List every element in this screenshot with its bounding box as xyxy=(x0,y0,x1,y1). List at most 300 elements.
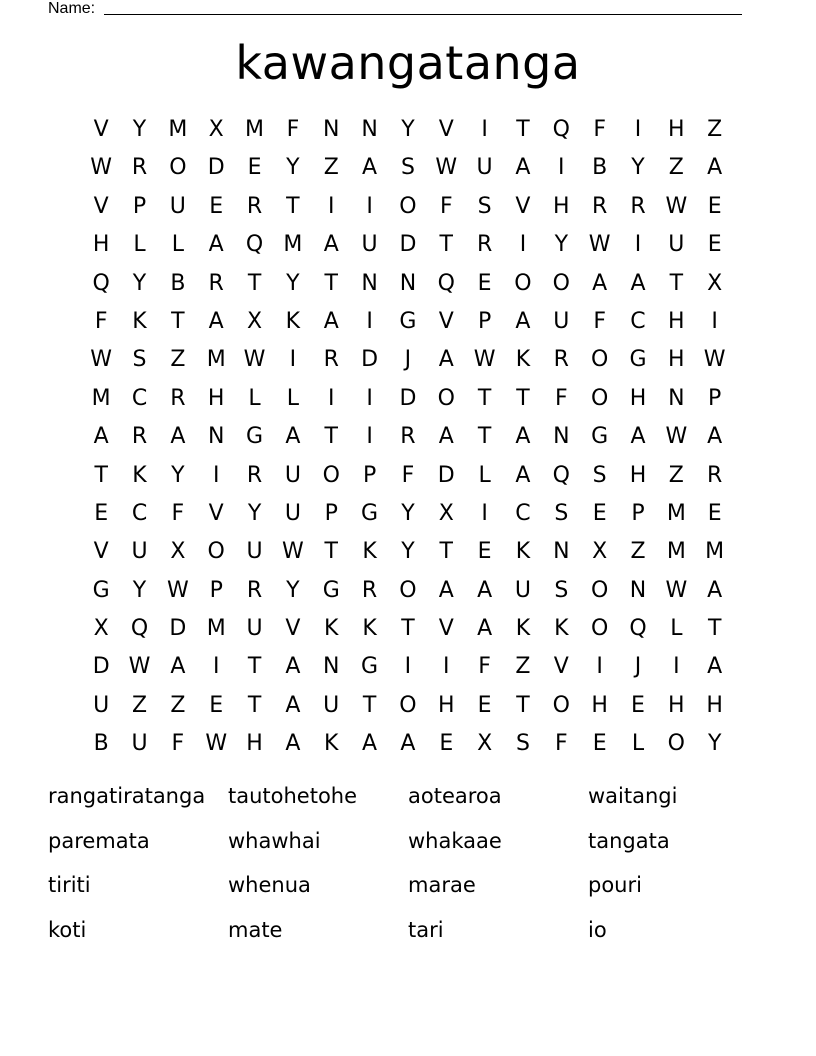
word-list-item: mate xyxy=(228,917,283,942)
grid-letter: T xyxy=(324,424,338,450)
grid-letter: Y xyxy=(401,117,415,142)
grid-letter: E xyxy=(707,232,722,258)
grid-letter: F xyxy=(593,117,606,142)
grid-letter: K xyxy=(515,539,531,565)
grid-letter: T xyxy=(324,539,338,565)
grid-letter: W xyxy=(166,577,189,603)
grid-letter: O xyxy=(399,193,417,219)
grid-letter: A xyxy=(285,731,301,757)
grid-letter: K xyxy=(132,462,147,488)
grid-row xyxy=(82,611,734,649)
grid-letter: V xyxy=(93,117,109,142)
grid-letter: N xyxy=(399,270,417,296)
grid-letter: F xyxy=(171,500,185,526)
word-list-item: rangatiratanga xyxy=(48,784,206,808)
grid-letter: I xyxy=(212,462,220,488)
grid-letter: F xyxy=(554,385,568,411)
grid-letter: O xyxy=(590,616,609,642)
grid-letter: R xyxy=(400,424,416,450)
grid-letter: I xyxy=(289,347,297,373)
grid-letter: L xyxy=(248,385,261,411)
grid-letter: Q xyxy=(245,232,264,258)
grid-letter: A xyxy=(515,155,531,181)
grid-letter: H xyxy=(437,692,455,718)
grid-row xyxy=(82,726,734,764)
grid-letter: X xyxy=(477,731,493,757)
grid-letter: L xyxy=(631,731,645,757)
grid-letter: F xyxy=(401,462,415,488)
grid-letter: M xyxy=(283,232,303,258)
grid-letter: E xyxy=(94,500,109,526)
grid-letter: W xyxy=(665,577,688,603)
grid-letter: K xyxy=(362,539,377,565)
grid-letter: X xyxy=(707,270,723,296)
grid-letter: H xyxy=(246,731,263,757)
word-list-item: koti xyxy=(48,917,87,942)
grid-letter: R xyxy=(591,193,608,219)
grid-row xyxy=(82,419,734,457)
grid-letter: R xyxy=(208,270,224,296)
grid-letter: M xyxy=(206,616,226,642)
grid-letter: A xyxy=(362,731,378,757)
grid-letter: H xyxy=(629,385,647,411)
grid-letter: U xyxy=(361,232,378,258)
grid-letter: F xyxy=(94,308,108,334)
grid-letter: U xyxy=(169,193,186,219)
grid-letter: G xyxy=(246,424,264,450)
grid-letter: K xyxy=(515,347,531,373)
grid-letter: R xyxy=(361,577,378,603)
grid-letter: A xyxy=(515,308,531,334)
grid-letter: I xyxy=(673,654,680,680)
grid-letter: U xyxy=(284,462,301,488)
grid-letter: H xyxy=(668,117,685,142)
grid-row xyxy=(82,534,734,572)
grid-letter: V xyxy=(93,193,109,219)
grid-letter: C xyxy=(131,500,148,526)
grid-letter: I xyxy=(212,654,220,680)
grid-letter: W xyxy=(128,654,151,680)
grid-row xyxy=(82,688,734,726)
grid-letter: K xyxy=(324,616,339,642)
grid-letter: E xyxy=(477,539,492,565)
grid-letter: A xyxy=(707,577,723,603)
grid-letter: O xyxy=(437,385,455,411)
grid-letter: H xyxy=(668,308,685,334)
grid-letter: W xyxy=(665,424,688,450)
grid-letter: I xyxy=(366,385,373,411)
grid-letter: Z xyxy=(323,155,339,181)
grid-letter: Q xyxy=(552,462,570,488)
grid-letter: X xyxy=(208,117,224,142)
grid-letter: U xyxy=(284,500,301,526)
grid-letter: M xyxy=(705,539,725,565)
grid-letter: G xyxy=(361,654,379,680)
grid-letter: O xyxy=(207,539,225,565)
grid-letter: Z xyxy=(515,654,531,680)
grid-letter: K xyxy=(554,616,569,642)
grid-letter: Z xyxy=(668,462,684,488)
grid-letter: T xyxy=(516,692,530,718)
grid-letter: R xyxy=(630,193,646,219)
grid-letter: D xyxy=(437,462,455,488)
grid-letter: Y xyxy=(401,500,415,526)
grid-letter: K xyxy=(515,616,531,642)
grid-letter: O xyxy=(552,270,570,296)
grid-letter: A xyxy=(208,232,224,258)
grid-letter: U xyxy=(668,232,685,258)
grid-letter: N xyxy=(629,577,647,603)
grid-letter: Y xyxy=(631,155,645,181)
grid-letter: A xyxy=(170,654,186,680)
grid-letter: W xyxy=(588,232,611,258)
grid-letter: Y xyxy=(286,155,300,181)
grid-letter: I xyxy=(366,424,373,450)
grid-letter: R xyxy=(246,577,263,603)
grid-letter: O xyxy=(552,692,570,718)
grid-letter: E xyxy=(209,692,224,718)
grid-letter: F xyxy=(593,308,606,334)
grid-letter: I xyxy=(558,155,565,181)
grid-letter: F xyxy=(286,117,300,142)
grid-letter: W xyxy=(473,347,496,373)
grid-letter: O xyxy=(590,577,609,603)
grid-letter: B xyxy=(93,731,109,757)
grid-letter: P xyxy=(708,385,722,411)
grid-letter: I xyxy=(711,308,718,334)
grid-letter: V xyxy=(438,308,454,334)
grid-letter: L xyxy=(286,385,300,411)
grid-letter: F xyxy=(439,193,453,219)
grid-letter: T xyxy=(669,270,684,296)
grid-letter: U xyxy=(246,616,263,642)
grid-letter: A xyxy=(515,462,531,488)
grid-letter: M xyxy=(245,117,265,142)
grid-letter: A xyxy=(208,308,224,334)
grid-letter: K xyxy=(324,731,339,757)
grid-letter: E xyxy=(707,500,722,526)
grid-letter: H xyxy=(668,347,685,373)
grid-letter: P xyxy=(209,577,223,603)
grid-letter: I xyxy=(327,385,335,411)
grid-letter: N xyxy=(361,270,378,296)
grid-letter: H xyxy=(553,193,570,219)
grid-letter: P xyxy=(132,193,147,219)
word-list-item: tari xyxy=(408,917,444,942)
word-list-item: io xyxy=(588,917,607,942)
grid-letter: Z xyxy=(170,347,186,373)
grid-letter: E xyxy=(439,731,454,757)
grid-letter: R xyxy=(707,462,723,488)
grid-letter: W xyxy=(665,193,688,219)
grid-letter: I xyxy=(404,654,412,680)
grid-row xyxy=(82,189,734,227)
grid-letter: A xyxy=(400,731,416,757)
grid-letter: N xyxy=(553,424,570,450)
grid-letter: Y xyxy=(132,270,147,296)
grid-letter: I xyxy=(634,117,642,142)
grid-letter: P xyxy=(631,500,645,526)
grid-letter: E xyxy=(247,155,262,181)
grid-letter: M xyxy=(91,385,111,411)
grid-letter: A xyxy=(438,424,454,450)
grid-letter: S xyxy=(554,577,569,603)
grid-letter: S xyxy=(477,193,492,219)
grid-letter: S xyxy=(400,155,415,181)
grid-letter: I xyxy=(596,654,603,680)
grid-letter: U xyxy=(323,692,340,718)
grid-letter: I xyxy=(519,232,527,258)
grid-letter: I xyxy=(327,193,335,219)
grid-letter: K xyxy=(362,616,377,642)
grid-letter: T xyxy=(401,616,415,642)
grid-letter: T xyxy=(707,616,722,642)
grid-letter: S xyxy=(554,500,569,526)
grid-letter: Z xyxy=(707,117,723,142)
grid-letter: O xyxy=(590,347,609,373)
grid-letter: L xyxy=(478,462,491,488)
letter-grid xyxy=(82,112,734,765)
grid-letter: Z xyxy=(668,155,684,181)
grid-letter: T xyxy=(247,270,262,296)
grid-letter: O xyxy=(667,731,685,757)
grid-letter: X xyxy=(247,308,263,334)
grid-row xyxy=(82,227,734,265)
grid-letter: R xyxy=(131,424,148,450)
grid-letter: V xyxy=(285,616,301,642)
grid-letter: I xyxy=(366,193,373,219)
grid-letter: R xyxy=(170,385,186,411)
word-list-item: whenua xyxy=(228,873,311,898)
page-title: kawangatanga xyxy=(235,36,581,90)
grid-letter: U xyxy=(131,731,148,757)
grid-letter: O xyxy=(169,155,187,181)
grid-letter: U xyxy=(246,539,263,565)
grid-letter: L xyxy=(171,232,184,258)
grid-letter: D xyxy=(399,385,417,411)
grid-letter: N xyxy=(323,654,340,680)
grid-letter: T xyxy=(171,308,185,334)
grid-letter: A xyxy=(362,155,378,181)
grid-letter: Z xyxy=(170,692,186,718)
grid-letter: W xyxy=(205,731,228,757)
grid-letter: E xyxy=(592,731,607,757)
word-list-item: paremata xyxy=(48,828,150,853)
grid-letter: A xyxy=(630,270,646,296)
grid-letter: Z xyxy=(131,692,148,718)
grid-letter: Y xyxy=(132,577,147,603)
grid-row xyxy=(82,381,734,419)
grid-letter: B xyxy=(170,270,186,296)
grid-letter: I xyxy=(634,232,642,258)
grid-letter: G xyxy=(92,577,110,603)
grid-letter: M xyxy=(666,500,686,526)
word-list-item: pouri xyxy=(588,873,642,898)
grid-letter: A xyxy=(592,270,608,296)
grid-letter: V xyxy=(438,117,454,142)
grid-letter: Q xyxy=(92,270,110,296)
word-list-item: whawhai xyxy=(228,828,321,853)
grid-letter: R xyxy=(246,193,263,219)
grid-letter: Y xyxy=(707,731,722,757)
grid-letter: R xyxy=(323,347,339,373)
grid-row xyxy=(82,304,734,342)
grid-letter: H xyxy=(207,385,225,411)
grid-letter: W xyxy=(90,155,113,181)
grid-letter: Y xyxy=(286,270,300,296)
grid-letter: Y xyxy=(247,500,262,526)
grid-row xyxy=(82,573,734,611)
grid-letter: S xyxy=(132,347,147,373)
grid-letter: T xyxy=(362,692,377,718)
grid-letter: H xyxy=(591,692,608,718)
grid-letter: E xyxy=(631,692,645,718)
grid-letter: H xyxy=(668,692,685,718)
grid-letter: I xyxy=(366,308,373,334)
grid-row xyxy=(82,649,734,687)
grid-letter: U xyxy=(514,577,531,603)
grid-letter: P xyxy=(362,462,377,488)
grid-letter: T xyxy=(477,424,492,450)
grid-letter: D xyxy=(92,654,110,680)
grid-letter: N xyxy=(323,117,340,142)
grid-letter: G xyxy=(629,347,647,373)
grid-letter: A xyxy=(707,155,723,181)
word-list-item: tiriti xyxy=(48,873,91,898)
grid-letter: A xyxy=(477,616,493,642)
word-list xyxy=(48,778,768,956)
grid-letter: V xyxy=(438,616,454,642)
grid-letter: C xyxy=(131,385,148,411)
grid-letter: T xyxy=(247,692,262,718)
grid-letter: A xyxy=(630,424,646,450)
grid-letter: X xyxy=(93,616,109,642)
grid-letter: D xyxy=(169,616,187,642)
word-list-item: tangata xyxy=(588,828,670,853)
grid-letter: A xyxy=(515,424,531,450)
grid-letter: T xyxy=(516,385,530,411)
grid-letter: J xyxy=(404,347,412,373)
grid-letter: F xyxy=(478,654,491,680)
grid-letter: G xyxy=(399,308,417,334)
grid-letter: V xyxy=(515,193,531,219)
grid-letter: V xyxy=(553,654,569,680)
word-list-item: tautohetohe xyxy=(228,784,358,808)
grid-letter: N xyxy=(207,424,225,450)
grid-letter: U xyxy=(131,539,148,565)
grid-letter: V xyxy=(208,500,224,526)
grid-letter: I xyxy=(481,500,488,526)
grid-letter: Y xyxy=(132,117,147,142)
grid-letter: M xyxy=(666,539,686,565)
grid-letter: A xyxy=(323,308,339,334)
grid-letter: N xyxy=(668,385,685,411)
grid-letter: F xyxy=(554,731,568,757)
grid-letter: B xyxy=(592,155,608,181)
grid-letter: Y xyxy=(286,577,300,603)
grid-letter: X xyxy=(170,539,186,565)
grid-row xyxy=(82,266,734,304)
grid-letter: U xyxy=(93,692,110,718)
grid-letter: T xyxy=(247,654,262,680)
grid-letter: D xyxy=(361,347,379,373)
grid-letter: N xyxy=(553,539,570,565)
grid-letter: W xyxy=(435,155,458,181)
grid-letter: S xyxy=(592,462,607,488)
name-field xyxy=(48,0,742,18)
grid-letter: W xyxy=(703,347,726,373)
grid-letter: Y xyxy=(554,232,569,258)
grid-letter: Q xyxy=(552,117,570,142)
word-list-item: waitangi xyxy=(588,784,678,808)
word-list-item: whakaae xyxy=(408,828,502,853)
grid-letter: H xyxy=(706,692,723,718)
grid-letter: Q xyxy=(437,270,455,296)
name-underline xyxy=(104,14,742,15)
grid-letter: A xyxy=(323,232,339,258)
grid-letter: A xyxy=(438,347,454,373)
grid-letter: A xyxy=(707,424,723,450)
grid-letter: E xyxy=(477,692,492,718)
grid-row xyxy=(82,150,734,188)
grid-letter: S xyxy=(515,731,530,757)
grid-row xyxy=(82,458,734,496)
grid-row xyxy=(82,496,734,534)
grid-letter: O xyxy=(514,270,532,296)
grid-letter: A xyxy=(170,424,186,450)
grid-letter: A xyxy=(707,654,723,680)
grid-letter: C xyxy=(630,308,646,334)
grid-letter: E xyxy=(477,270,492,296)
grid-letter: A xyxy=(285,654,301,680)
grid-letter: G xyxy=(361,500,379,526)
grid-letter: D xyxy=(207,155,225,181)
grid-letter: M xyxy=(168,117,188,142)
grid-letter: Y xyxy=(401,539,415,565)
grid-letter: U xyxy=(476,155,493,181)
grid-letter: E xyxy=(209,193,224,219)
grid-letter: H xyxy=(629,462,647,488)
word-list-item: marae xyxy=(408,873,476,898)
grid-letter: A xyxy=(477,577,493,603)
grid-letter: Y xyxy=(171,462,185,488)
grid-letter: H xyxy=(92,232,110,258)
grid-letter: A xyxy=(285,692,301,718)
grid-letter: R xyxy=(476,232,493,258)
grid-letter: K xyxy=(285,308,301,334)
grid-letter: W xyxy=(90,347,113,373)
grid-letter: Q xyxy=(629,616,647,642)
grid-letter: O xyxy=(399,692,417,718)
grid-letter: V xyxy=(93,539,109,565)
grid-letter: L xyxy=(133,232,146,258)
grid-letter: W xyxy=(282,539,304,565)
grid-row xyxy=(82,112,734,150)
grid-letter: N xyxy=(361,117,378,142)
grid-letter: T xyxy=(286,193,300,219)
grid-letter: U xyxy=(553,308,570,334)
grid-letter: T xyxy=(439,539,453,565)
grid-letter: G xyxy=(322,577,340,603)
grid-letter: R xyxy=(131,155,148,181)
grid-letter: O xyxy=(399,577,417,603)
grid-letter: O xyxy=(590,385,609,411)
grid-letter: K xyxy=(132,308,147,334)
grid-letter: R xyxy=(553,347,569,373)
grid-letter: E xyxy=(707,193,722,219)
grid-letter: J xyxy=(634,654,642,680)
grid-letter: Q xyxy=(130,616,149,642)
